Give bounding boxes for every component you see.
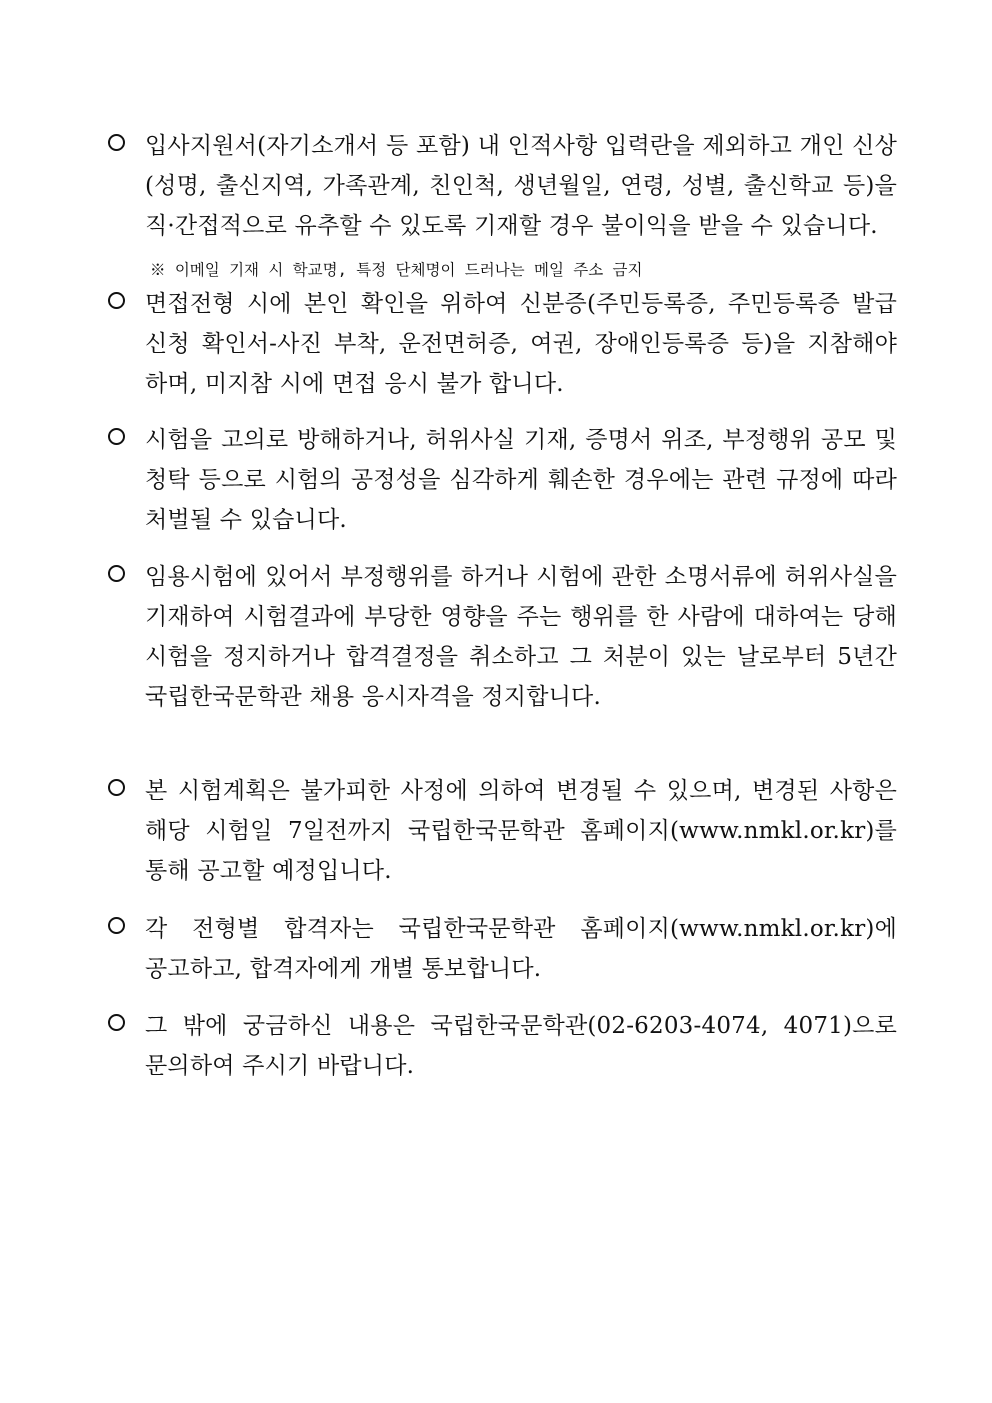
bullet-circle-icon [108, 917, 125, 934]
notice-text: 각 전형별 합격자는 국립한국문학관 홈페이지(www.nmkl.or.kr)에 공고하고, 합격자에게 개별 통보합니다. [145, 916, 897, 982]
bullet-circle-icon [108, 1014, 125, 1031]
notice-text: 입사지원서(자기소개서 등 포함) 내 인적사항 입력란을 제외하고 개인 신상(성명, 출신지역, 가족관계, 친인척, 생년월일, 연령, 성별, 출신학교 등)을 직·간접적으로 유추할 수 있도록 기재할 경우 불이익을 받을 수 있습니다. [145, 133, 897, 239]
bullet-circle-icon [108, 134, 125, 151]
email-note: ※ 이메일 기재 시 학교명, 특정 단체명이 드러나는 메일 주소 금지 [150, 261, 643, 279]
notice-text: 본 시험계획은 불가피한 사정에 의하여 변경될 수 있으며, 변경된 사항은 해당 시험일 7일전까지 국립한국문학관 홈페이지(www.nmkl.or.kr)를 통해 공고할 예정입니다. [145, 778, 897, 884]
notice-text: 면접전형 시에 본인 확인을 위하여 신분증(주민등록증, 주민등록증 발급 신청 확인서-사진 부착, 운전면허증, 여권, 장애인등록증 등)을 지참해야 하며, 미지참 시에 면접 응시 불가 합니다. [145, 291, 897, 397]
bullet-circle-icon [108, 292, 125, 309]
notice-text: 임용시험에 있어서 부정행위를 하거나 시험에 관한 소명서류에 허위사실을 기재하여 시험결과에 부당한 영향을 주는 행위를 한 사람에 대하여는 당해 시험을 정지하거나 합격결정을 취소하고 그 처분이 있는 날로부터 5년간 국립한국문학관 채용 응시자격을 정지합니다. [145, 564, 897, 710]
bullet-circle-icon [108, 779, 125, 796]
bullet-circle-icon [108, 428, 125, 445]
bullet-circle-icon [108, 565, 125, 582]
notice-text: 그 밖에 궁금하신 내용은 국립한국문학관(02-6203-4074, 4071)으로 문의하여 주시기 바랍니다. [145, 1013, 897, 1079]
notice-text: 시험을 고의로 방해하거나, 허위사실 기재, 증명서 위조, 부정행위 공모 및 청탁 등으로 시험의 공정성을 심각하게 훼손한 경우에는 관련 규정에 따라 처벌될 수 있습니다. [145, 427, 897, 533]
